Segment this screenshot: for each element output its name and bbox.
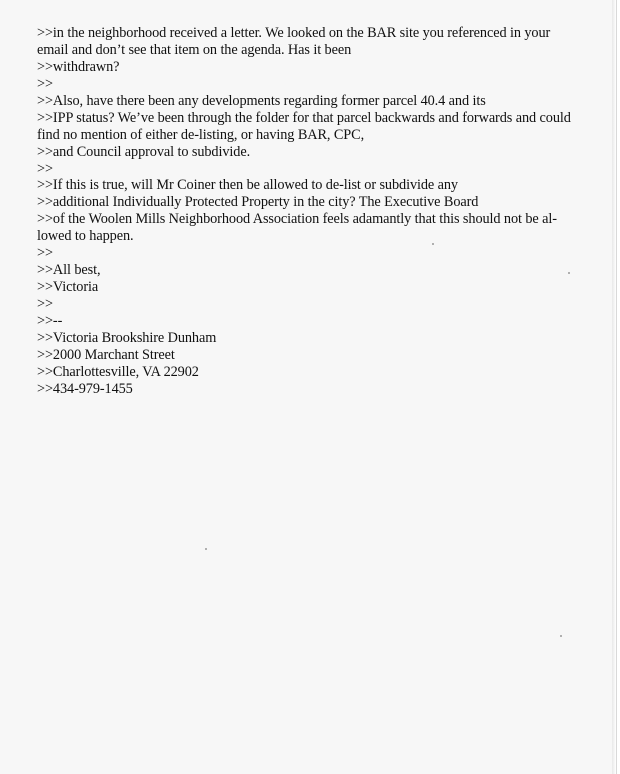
scan-speck	[432, 243, 434, 245]
text-line: >>in the neighborhood received a letter. We looked on the BAR site you referenced in your	[37, 25, 551, 41]
signature-street: >>2000 Marchant Street	[37, 346, 175, 363]
email-body-text	[37, 25, 585, 398]
text-line: >>	[37, 160, 53, 177]
text-line: >>withdrawn?	[37, 58, 120, 75]
scan-speck	[568, 272, 570, 274]
text-line: lowed to happen.	[37, 228, 134, 245]
signature-city: >>Charlottesville, VA 22902	[37, 363, 199, 380]
text-line: >>If this is true, will Mr Coiner then be allowed to de-list or subdivide any	[37, 177, 458, 194]
text-line: >>of the Woolen Mills Neighborhood Association feels adamantly that this should not be al-	[37, 211, 557, 228]
signature-name: >>Victoria Brookshire Dunham	[37, 329, 217, 346]
text-line: >>additional Individually Protected Property in the city? The Executive Board	[37, 194, 479, 211]
signature-phone: >>434-979-1455	[37, 380, 133, 397]
text-line: >>and Council approval to subdivide.	[37, 143, 251, 160]
text-line: >>IPP status? We’ve been through the folder for that parcel backwards and forwards and could	[37, 109, 571, 126]
text-line: >>--	[37, 312, 63, 329]
text-line: find no mention of either de-listing, or having BAR, CPC,	[37, 126, 365, 143]
text-line: >>All best,	[37, 262, 101, 279]
text-line: email and don’t see that item on the agenda. Has it been	[37, 41, 352, 58]
text-line: >>	[37, 75, 53, 92]
text-line: >>Victoria	[37, 279, 99, 296]
text-line: >>	[37, 296, 53, 312]
scan-speck	[560, 635, 562, 637]
text-line: >>Also, have there been any developments regarding former parcel 40.4 and its	[37, 92, 486, 109]
scan-speck	[205, 548, 207, 550]
text-line: >>	[37, 245, 53, 262]
page-edge-shadow	[612, 0, 616, 774]
